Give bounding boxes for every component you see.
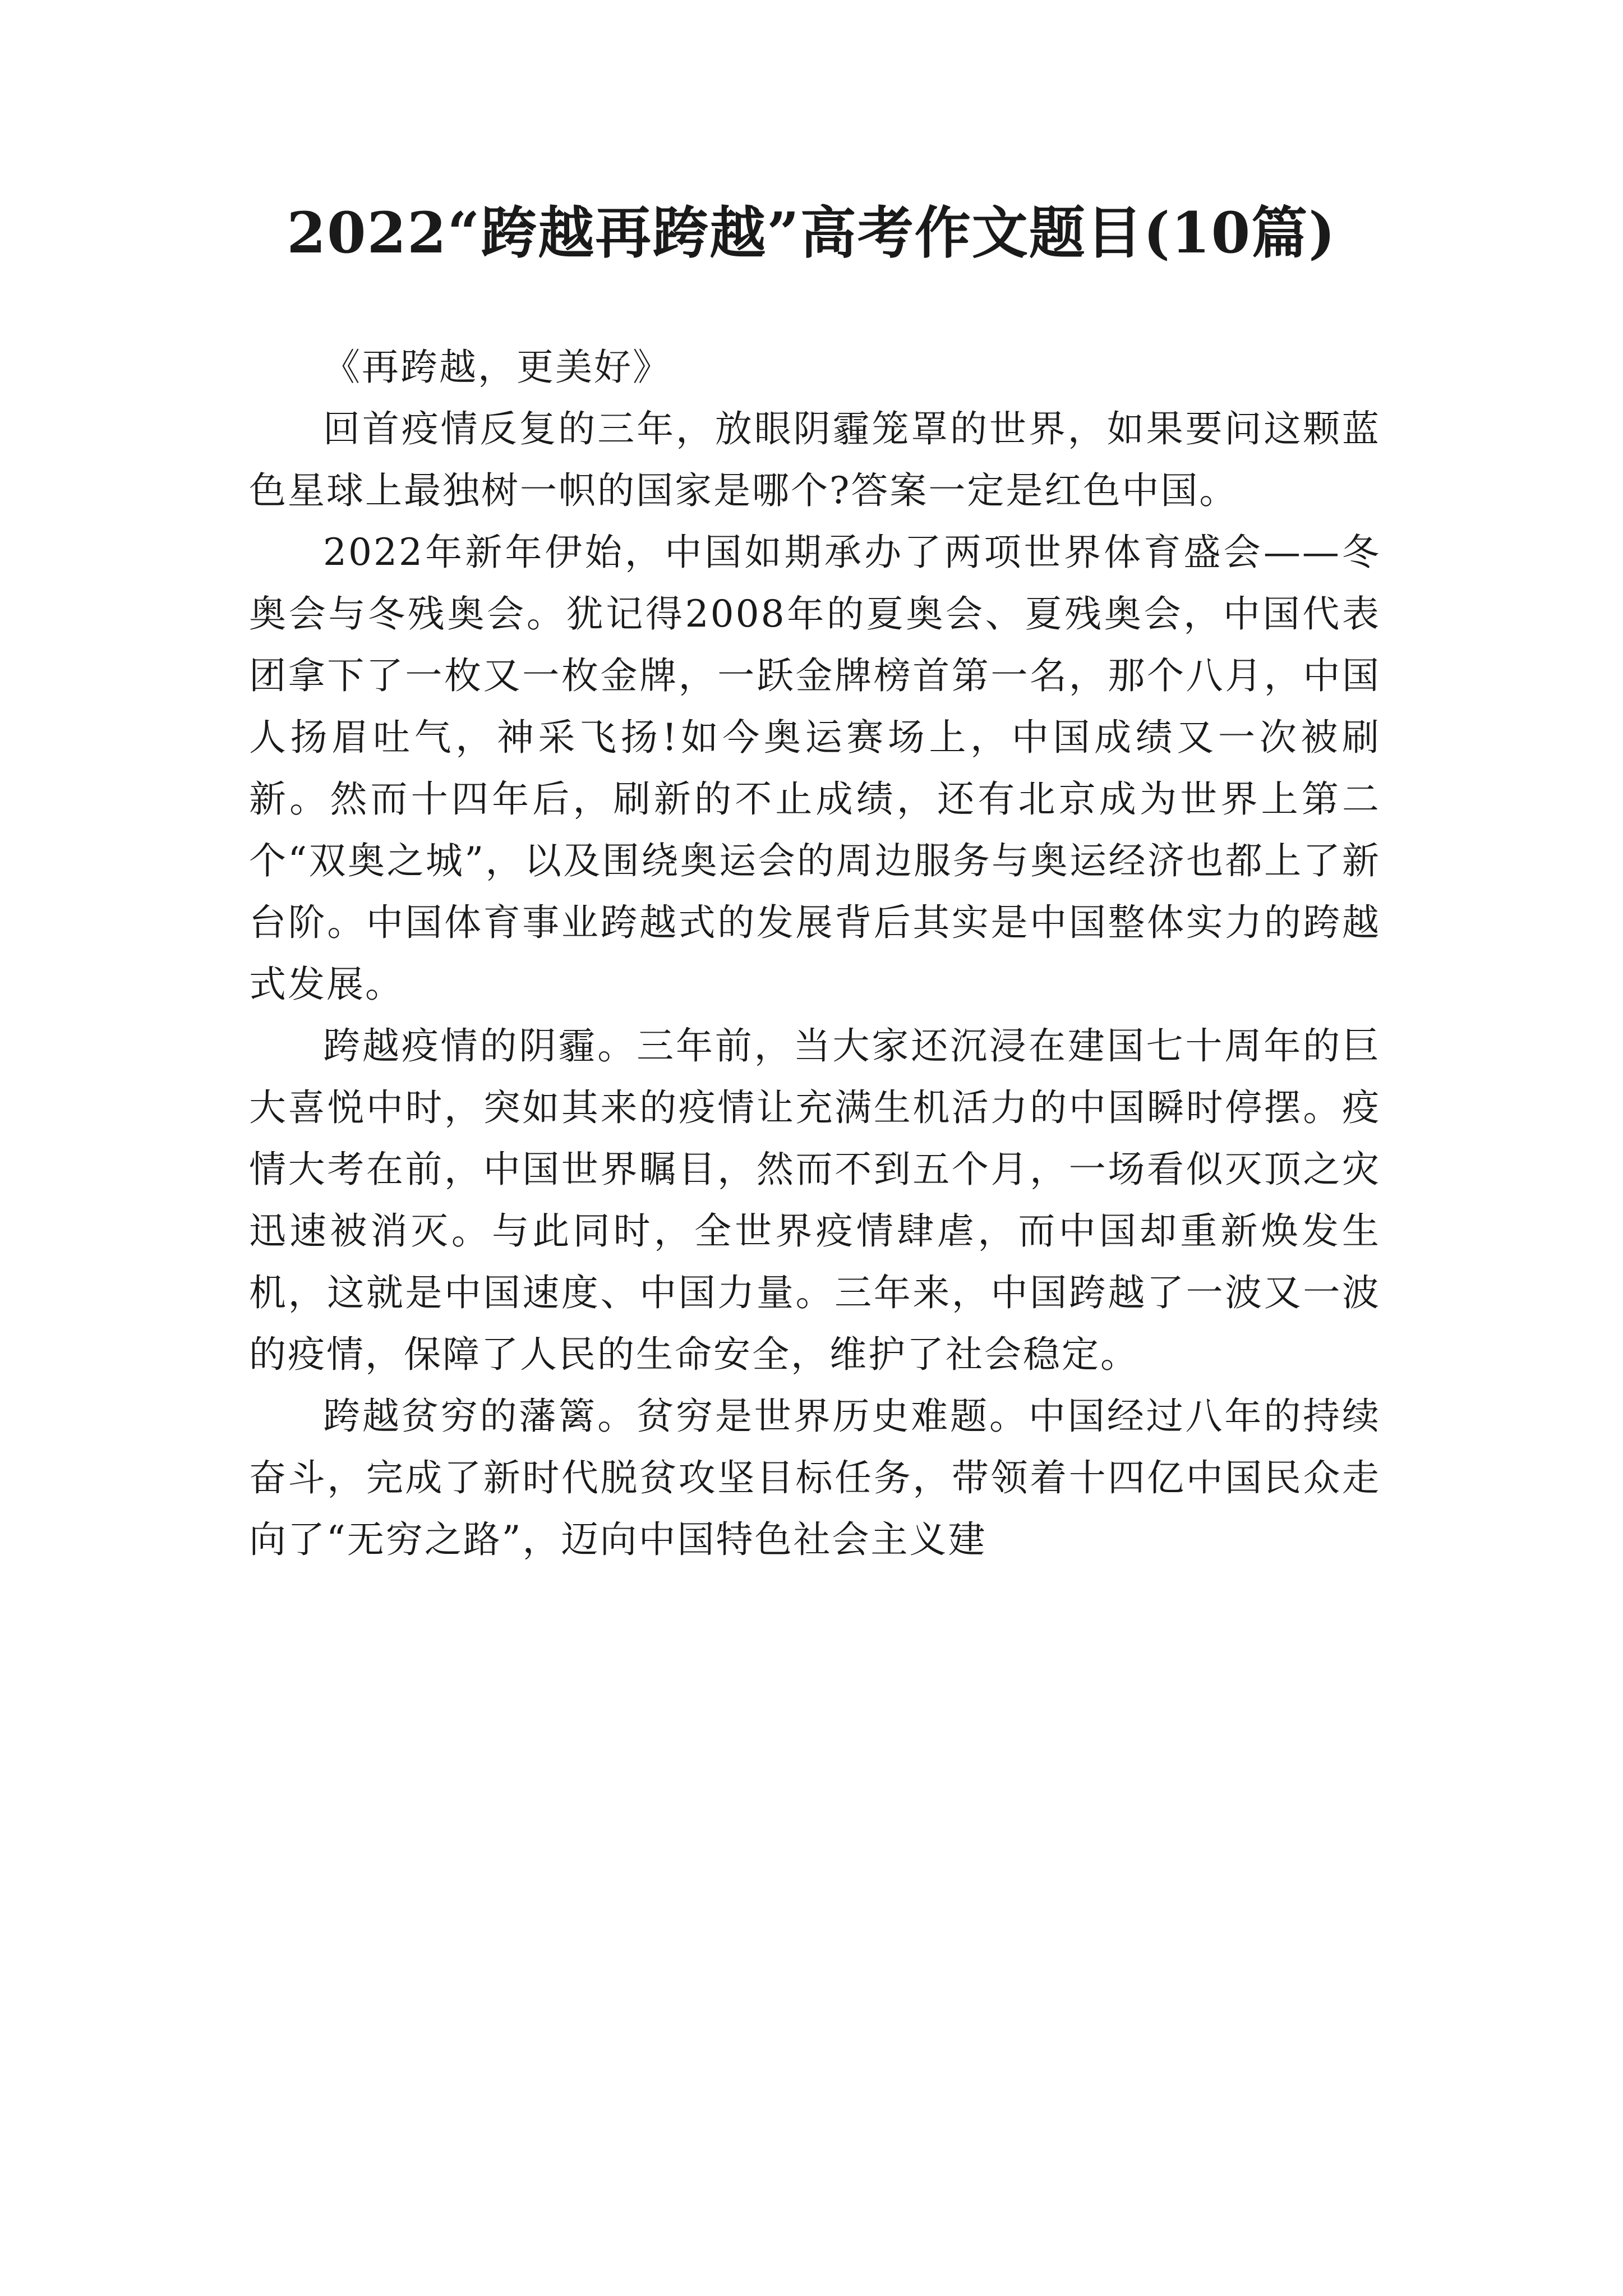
document-title: 2022“跨越再跨越”高考作文题目(10篇) — [287, 200, 1336, 266]
paragraph: 2022年新年伊始，中国如期承办了两项世界体育盛会——冬奥会与冬残奥会。犹记得2008年的夏奥会、夏残奥会，中国代表团拿下了一枚又一枚金牌，一跃金牌榜首第一名，那个八月，中国人扬眉吐气，神采飞扬!如今奥运赛场上，中国成绩又一次被刷新。然而十四年后，刷新的不止成绩，还有北京成为世界上第二个“双奥之城”，以及围绕奥运会的周边服务与奥运经济也都上了新台阶。中国体育事业跨越式的发展背后其实是中国整体实力的跨越式发展。 — [249, 531, 1381, 1006]
document-body — [249, 337, 1381, 1571]
essay-title: 《再跨越，更美好》 — [323, 346, 671, 389]
paragraph: 跨越疫情的阴霾。三年前，当大家还沉浸在建国七十周年的巨大喜悦中时，突如其来的疫情让充满生机活力的中国瞬时停摆。疫情大考在前，中国世界瞩目，然而不到五个月，一场看似灭顶之灾迅速被消灭。与此同时，全世界疫情肆虐，而中国却重新焕发生机，这就是中国速度、中国力量。三年来，中国跨越了一波又一波的疫情，保障了人民的生命安全，维护了社会稳定。 — [249, 1024, 1381, 1376]
paragraph: 回首疫情反复的三年，放眼阴霾笼罩的世界，如果要问这颗蓝色星球上最独树一帜的国家是哪个?答案一定是红色中国。 — [249, 407, 1381, 512]
paragraph: 跨越贫穷的藩篱。贫穷是世界历史难题。中国经过八年的持续奋斗，完成了新时代脱贫攻坚目标任务，带领着十四亿中国民众走向了“无穷之路”，迈向中国特色社会主义建 — [249, 1395, 1381, 1561]
